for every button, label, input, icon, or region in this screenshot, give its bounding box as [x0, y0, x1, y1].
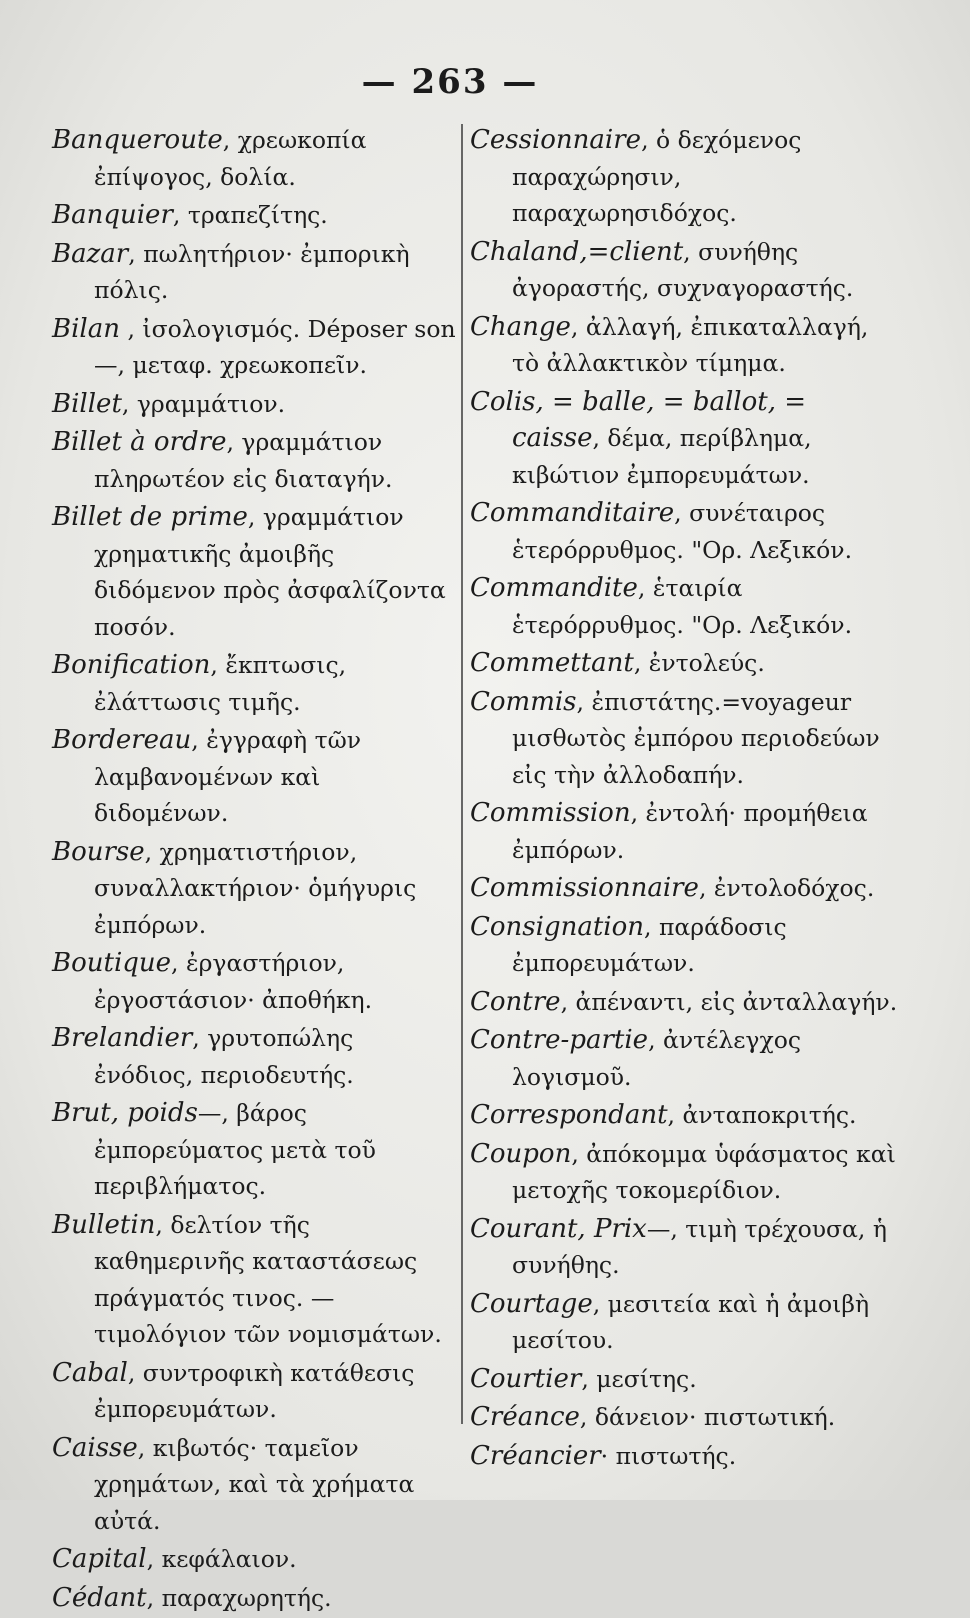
entry-definition: , γρυτοπώλης ἐνόδιος, περιοδευτής. [94, 1024, 354, 1089]
entry-headword: Cessionnaire [470, 125, 642, 155]
entry-headword: Créance [470, 1402, 580, 1432]
entry-definition: , τραπεζίτης. [172, 201, 328, 229]
entry [52, 499, 457, 645]
entry-definition: , ἀπέναντι, εἰς ἀνταλλαγήν. [560, 987, 898, 1016]
entry-definition: , ἐντολεύς. [633, 649, 765, 677]
entry-headword: Courtier [470, 1363, 582, 1394]
entry [470, 1211, 900, 1284]
entry-headword: Boutique [52, 948, 172, 978]
entry-headword: Cabal [52, 1357, 128, 1388]
entry-definition: , συνήθης ἀγοραστής, συχναγοραστής. [512, 237, 854, 302]
entry-headword: Change [470, 311, 571, 342]
entry-definition: , γραμμάτιον. [121, 389, 286, 418]
entry-definition: , ἐργαστήριον, ἐργοστάσιον· ἀποθήκη. [94, 949, 373, 1014]
left-column [52, 122, 457, 1618]
entry-headword: Bulletin [52, 1209, 156, 1240]
entry-headword: Chaland,=client [470, 236, 684, 267]
entry [52, 722, 457, 832]
entry-definition: , ἐπιστάτης.=voyageur μισθωτὸς ἐμπόρου περιοδεύων εἰς τὴν ἀλλοδαπήν. [512, 687, 880, 789]
entry-headword: Coupon [470, 1138, 572, 1169]
entry-definition: , ἐντολοδόχος. [698, 874, 875, 902]
entry [52, 945, 457, 1018]
entry-headword: Contre [470, 986, 561, 1017]
entry-headword: Billet de prime [52, 502, 248, 532]
entry-definition: , ὁ δεχόμενος παραχώρησιν, παραχωρησιδόχος. [512, 126, 802, 227]
entry-definition: , μεσίτης. [581, 1364, 697, 1393]
entry-headword: Brelandier [52, 1023, 193, 1053]
entry [470, 1399, 900, 1436]
entry-headword: Courant, Prix [470, 1213, 647, 1244]
entry-headword: Colis, = balle, = ballot, = caisse [470, 386, 807, 453]
entry [52, 1207, 457, 1353]
entry-definition: , παράδοσις ἐμπορευμάτων. [512, 912, 787, 977]
entry-definition: , γραμμάτιον πληρωτέον εἰς διαταγήν. [94, 428, 393, 493]
entry-headword: Bazar [52, 238, 129, 269]
entry [52, 386, 457, 423]
entry-headword: Bilan [52, 313, 120, 344]
entry-definition: , δέμα, περίβλημα, κιβώτιον ἐμπορευμάτων. [512, 424, 812, 489]
entry-headword: Contre-partie [470, 1025, 649, 1055]
entry-definition: , δελτίον τῆς καθημερινῆς καταστάσεως πράγματός τινος. — τιμολόγιον τῶν νομισμάτων. [94, 1210, 442, 1348]
entry-headword: Commanditaire [470, 498, 675, 528]
right-column [470, 122, 900, 1476]
entry [52, 1355, 457, 1428]
entry [52, 1580, 457, 1617]
entry [470, 122, 900, 232]
entry-headword: Commissionnaire [470, 873, 699, 903]
entry-definition: , ἐγγραφὴ τῶν λαμβανομένων καὶ διδομένων. [94, 726, 362, 827]
entry [470, 909, 900, 982]
entry-definition: , ἀνταποκριτής. [667, 1101, 857, 1129]
entry-headword: Billet à ordre [52, 427, 227, 457]
entry [52, 236, 457, 309]
entry [52, 424, 457, 497]
entry [470, 645, 900, 682]
entry [470, 570, 900, 643]
entry-headword: Bonification [52, 650, 211, 680]
entry-headword: Brut, poids [52, 1098, 198, 1128]
entry-headword: Cédant [52, 1582, 147, 1613]
entry-headword: Créancier [470, 1440, 601, 1471]
entry [52, 1430, 457, 1540]
entry-headword: Caisse [52, 1432, 138, 1463]
entry [470, 1438, 900, 1475]
entry-definition: , ἰσολογισμός. Déposer son—, μεταφ. χρεωκοπεῖν. [94, 314, 456, 379]
entry-headword: Bordereau [52, 725, 192, 755]
entry [52, 1095, 457, 1205]
entry [470, 795, 900, 868]
entry-definition: , ἀντέλεγχος λογισμοῦ. [512, 1026, 802, 1091]
entry [470, 234, 900, 307]
entry-definition: —, βάρος ἐμπορεύματος μετὰ τοῦ περιβλήματος. [94, 1099, 376, 1200]
entry [470, 870, 900, 907]
entry-definition: , παραχωρητής. [146, 1583, 332, 1612]
entry-headword: Commission [470, 798, 631, 828]
entry-headword: Capital [52, 1544, 147, 1574]
entry-headword: Correspondant [470, 1100, 668, 1130]
entry [52, 122, 457, 195]
entry-headword: Commis [470, 686, 577, 717]
entry-headword: Consignation [470, 911, 645, 942]
entry-definition: , μεσιτεία καὶ ἡ ἀμοιβὴ μεσίτου. [512, 1289, 870, 1354]
entry [52, 197, 457, 234]
entry [52, 834, 457, 944]
entry-definition: , ἐντολή· προμήθεια ἐμπόρων. [512, 799, 868, 864]
entry [470, 384, 900, 494]
entry [52, 1541, 457, 1578]
entry [470, 984, 900, 1021]
entry [470, 495, 900, 568]
entry [470, 1097, 900, 1134]
entry-definition: , κιβωτός· ταμεῖον χρημάτων, καὶ τὰ χρήματα αὐτά. [94, 1433, 415, 1535]
entry-definition: , χρηματιστήριον, συναλλακτήριον· ὁμήγυρις ἐμπόρων. [94, 837, 417, 939]
entry-definition: , ἑταιρία ἑτερόρρυθμος. "Ορ. Λεξικόν. [512, 574, 853, 639]
entry [470, 1022, 900, 1095]
entry-headword: Banquier [52, 200, 173, 230]
entry [52, 1020, 457, 1093]
entry [470, 1286, 900, 1359]
entry [470, 1361, 900, 1398]
column-divider [461, 124, 463, 1424]
entry-definition: , χρεωκοπία ἐπίψογος, δολία. [94, 126, 367, 191]
entry-definition: , πωλητήριον· ἐμπορικὴ πόλις. [94, 239, 410, 304]
entry-headword: Commandite [470, 573, 638, 603]
entry-definition: , γραμμάτιον χρηματικῆς ἀμοιβῆς διδόμενον πρὸς ἀσφαλίζοντα ποσόν. [94, 503, 446, 641]
entry-definition: , κεφάλαιον. [146, 1545, 297, 1573]
entry-definition: , συντροφικὴ κατάθεσις ἐμπορευμάτων. [94, 1358, 415, 1423]
entry-definition: , ἀπόκομμα ὑφάσματος καὶ μετοχῆς τοκομερίδιον. [512, 1139, 896, 1204]
entry-headword: Commettant [470, 648, 634, 678]
entry [52, 311, 457, 384]
entry-definition: —, τιμὴ τρέχουσα, ἡ συνήθης. [512, 1214, 887, 1279]
entry [470, 309, 900, 382]
entry-headword: Courtage [470, 1288, 593, 1319]
entry-headword: Bourse [52, 836, 145, 867]
entry-definition: · πιστωτής. [600, 1441, 737, 1470]
entry-definition: , συνέταιρος ἑτερόρρυθμος. "Ορ. Λεξικόν. [512, 499, 853, 564]
entry-definition: , ἔκπτωσις, ἐλάττωσις τιμῆς. [94, 651, 347, 716]
page-number: — 263 — [361, 62, 539, 102]
entry-definition: , ἀλλαγή, ἐπικαταλλαγή, τὸ ἀλλακτικὸν τίμημα. [512, 312, 869, 377]
entry [470, 1136, 900, 1209]
entry-headword: Billet [52, 388, 122, 419]
entry [52, 647, 457, 720]
entry-headword: Banqueroute [52, 125, 223, 155]
entry [470, 684, 900, 794]
entry-definition: , δάνειον· πιστωτική. [579, 1403, 836, 1431]
